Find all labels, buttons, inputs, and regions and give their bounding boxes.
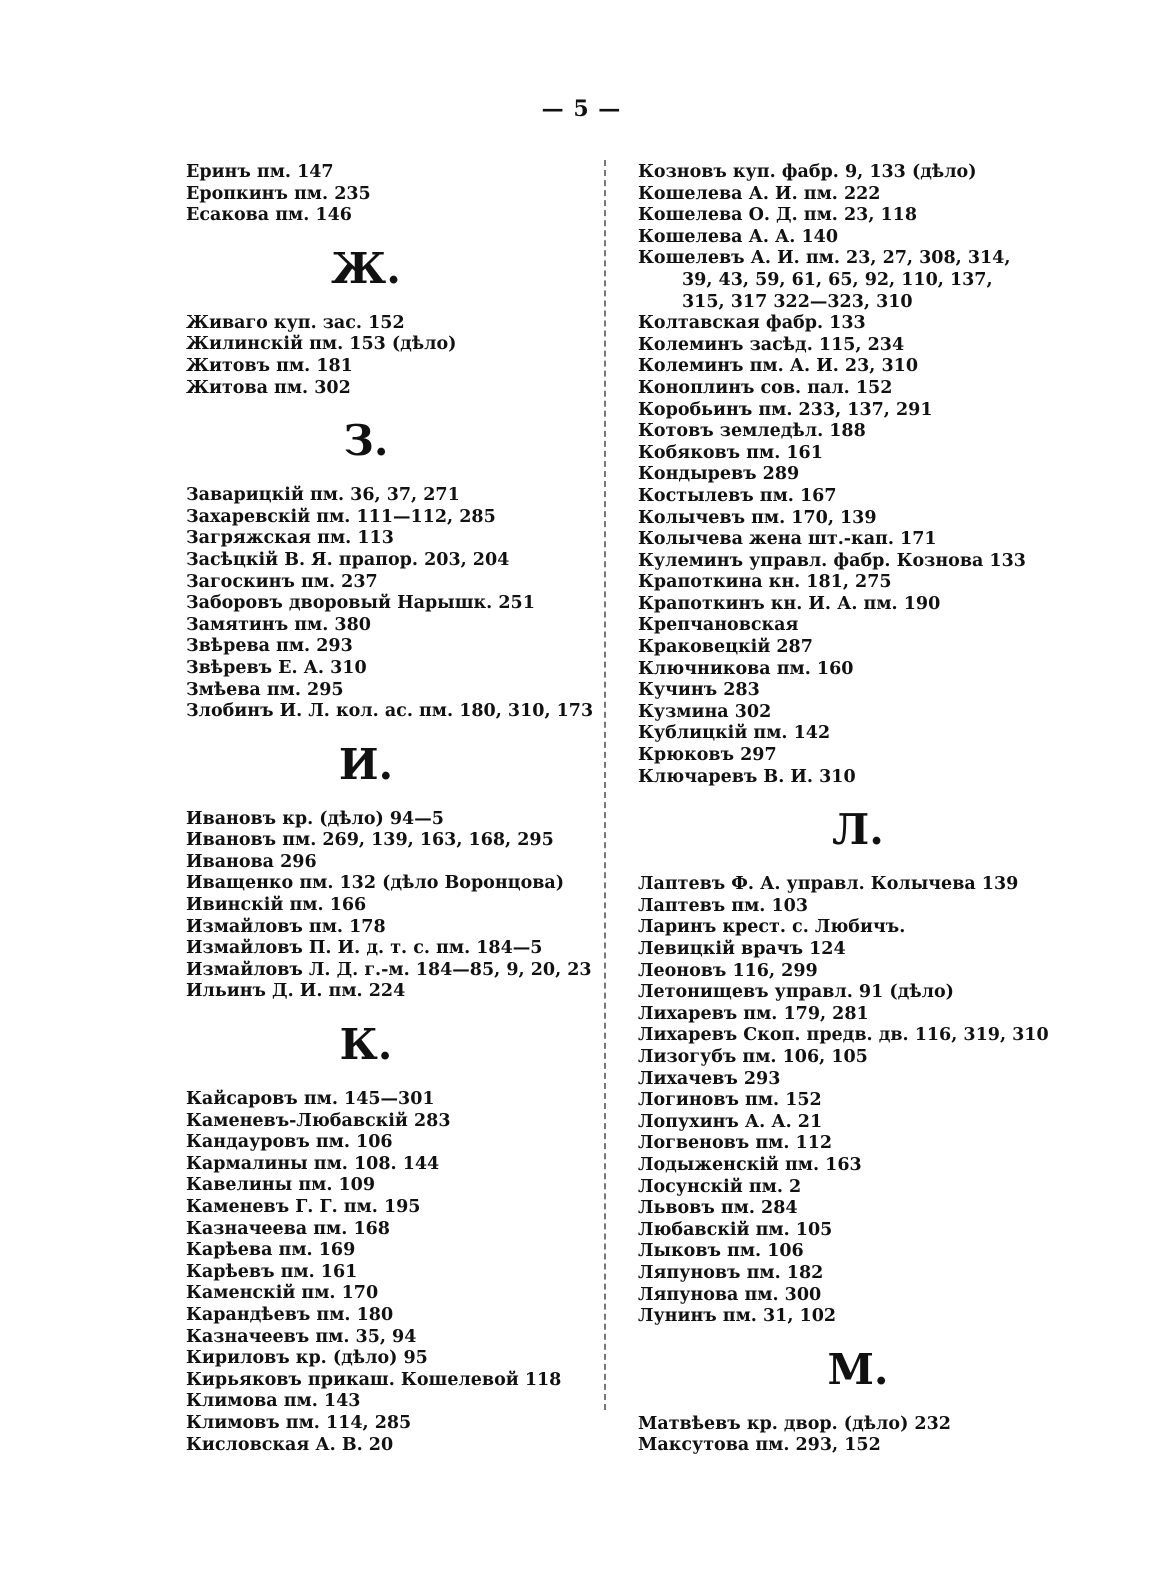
index-entry: Ключаревъ В. И. 310 bbox=[638, 766, 856, 787]
index-entry: Логвеновъ пм. 112 bbox=[638, 1133, 833, 1154]
index-entry: Звѣревъ Е. А. 310 bbox=[186, 657, 367, 678]
index-entry: Костылевъ пм. 167 bbox=[638, 485, 837, 506]
index-entry: Летонищевъ управл. 91 (дѣло) bbox=[638, 982, 954, 1003]
index-entry: Лаптевъ пм. 103 bbox=[638, 895, 809, 916]
index-entry: Еропкинъ пм. 235 bbox=[186, 183, 371, 204]
index-entry: Кирьяковъ прикаш. Кошелевой 118 bbox=[186, 1369, 562, 1390]
index-entry: Загоскинъ пм. 237 bbox=[186, 571, 378, 592]
index-entry: Котовъ земледѣл. 188 bbox=[638, 421, 866, 442]
index-entry: Кошелева О. Д. пм. 23, 118 bbox=[638, 205, 918, 226]
index-entry: Измайловъ П. И. д. т. с. пм. 184—5 bbox=[186, 938, 543, 959]
k-entries-continued bbox=[638, 162, 1058, 270]
index-entry: Карѣевъ пм. 161 bbox=[186, 1261, 358, 1282]
index-entry: Ключникова пм. 160 bbox=[638, 658, 854, 679]
index-entry: Измайловъ Л. Д. г.-м. 184—85, 9, 20, 23 bbox=[186, 959, 592, 980]
index-entry: Колычевъ пм. 170, 139 bbox=[638, 507, 877, 528]
index-entry: Кучинъ 283 bbox=[638, 680, 760, 701]
index-entry: Казначеевъ пм. 35, 94 bbox=[186, 1326, 417, 1347]
index-entry: Кириловъ кр. (дѣло) 95 bbox=[186, 1348, 428, 1369]
index-entry: Захаревскій пм. 111—112, 285 bbox=[186, 506, 496, 527]
index-entry: Каменевъ Г. Г. пм. 195 bbox=[186, 1197, 421, 1217]
index-entry: Кузмина 302 bbox=[638, 701, 772, 722]
index-entry: Лосунскій пм. 2 bbox=[638, 1176, 802, 1197]
index-entry: Кисловская А. В. 20 bbox=[186, 1434, 394, 1455]
index-entry: Карѣева пм. 169 bbox=[186, 1240, 356, 1261]
z-entries bbox=[186, 485, 594, 723]
index-entry: Иванова 296 bbox=[186, 851, 317, 872]
index-entry: Колеминъ засѣд. 115, 234 bbox=[638, 334, 905, 355]
index-entry: Лодыженскій пм. 163 bbox=[638, 1154, 862, 1175]
index-entry: Засѣцкій В. Я. прапор. 203, 204 bbox=[186, 549, 510, 570]
k-entries-continued-b bbox=[638, 313, 1058, 788]
index-entry: Замятинъ пм. 380 bbox=[186, 614, 371, 635]
index-entry: Леоновъ 116, 299 bbox=[638, 960, 818, 981]
index-entry: Кошелевъ А. И. пм. 23, 27, 308, 314, bbox=[638, 248, 1011, 269]
index-entry: Крапоткина кн. 181, 275 bbox=[638, 572, 892, 593]
index-entry: Кармалины пм. 108. 144 bbox=[186, 1153, 440, 1174]
index-entry: Коноплинъ сов. пал. 152 bbox=[638, 377, 893, 398]
index-entry: Кандауровъ пм. 106 bbox=[186, 1132, 393, 1153]
letter-heading-zh: Ж. bbox=[331, 243, 401, 293]
index-entry: Климова пм. 143 bbox=[186, 1391, 361, 1412]
index-entry-continuation: 39, 43, 59, 61, 65, 92, 110, 137, bbox=[682, 269, 993, 290]
index-entry: Кошелева А. И. пм. 222 bbox=[638, 183, 881, 204]
index-entry: Лихаревъ пм. 179, 281 bbox=[638, 1003, 869, 1024]
index-entry: Кондыревъ 289 bbox=[638, 464, 800, 485]
index-entry: Измайловъ пм. 178 bbox=[186, 916, 386, 937]
index-entry: Заборовъ дворовый Нарышк. 251 bbox=[186, 593, 535, 614]
index-entry: Кавелины пм. 109 bbox=[186, 1175, 376, 1196]
index-entry: Еринъ пм. 147 bbox=[186, 162, 334, 182]
page-number: — 5 — bbox=[541, 96, 622, 122]
index-entry: Кошелева А. А. 140 bbox=[638, 226, 839, 247]
letter-heading-m: М. bbox=[827, 1344, 889, 1394]
index-entry: Львовъ пм. 284 bbox=[638, 1198, 798, 1219]
index-entry: Кайсаровъ пм. 145—301 bbox=[186, 1089, 435, 1110]
letter-heading-l: Л. bbox=[832, 805, 884, 855]
index-entry: Ивановъ кр. (дѣло) 94—5 bbox=[186, 808, 444, 829]
index-entry: Ляпуновъ пм. 182 bbox=[638, 1262, 824, 1283]
index-entry: Максутова пм. 293, 152 bbox=[638, 1435, 881, 1456]
index-entry: Логиновъ пм. 152 bbox=[638, 1090, 822, 1111]
index-entry: Колтавская фабр. 133 bbox=[638, 313, 866, 334]
left-column bbox=[186, 162, 594, 1456]
index-entry: Лаптевъ Ф. А. управл. Колычева 139 bbox=[638, 874, 1019, 895]
index-entry: Кобяковъ пм. 161 bbox=[638, 442, 823, 463]
index-entry: Лунинъ пм. 31, 102 bbox=[638, 1306, 837, 1327]
column-divider bbox=[604, 160, 606, 1410]
i-entries bbox=[186, 808, 592, 1003]
index-entry: Живаго куп. зас. 152 bbox=[186, 312, 405, 333]
k-entry-continuation bbox=[638, 270, 1058, 313]
index-entry: Колеминъ пм. А. И. 23, 310 bbox=[638, 356, 918, 377]
index-entry: Лихачевъ 293 bbox=[638, 1068, 781, 1089]
index-entry: Крепчановская bbox=[638, 615, 799, 636]
letter-heading-k: К. bbox=[339, 1020, 393, 1070]
index-entry: Карандѣевъ пм. 180 bbox=[186, 1304, 394, 1325]
index-entry: Кулеминъ управл. фабр. Кознова 133 bbox=[638, 550, 1026, 571]
index-entry: Житовъ пм. 181 bbox=[186, 355, 353, 376]
m-entries bbox=[638, 1414, 1058, 1457]
index-entry: Колычева жена шт.-кап. 171 bbox=[638, 529, 937, 550]
index-entry: Ивановъ пм. 269, 139, 163, 168, 295 bbox=[186, 830, 554, 851]
index-entry: Лопухинъ А. А. 21 bbox=[638, 1111, 823, 1132]
index-entry: Краковецкій 287 bbox=[638, 637, 813, 658]
index-entry: Матвѣевъ кр. двор. (дѣло) 232 bbox=[638, 1413, 951, 1434]
index-entry-continuation: 315, 317 322—323, 310 bbox=[682, 291, 913, 312]
l-entries bbox=[638, 874, 1058, 1327]
index-entry: Лыковъ пм. 106 bbox=[638, 1241, 804, 1262]
zh-entries bbox=[186, 313, 586, 399]
index-entry: Звѣрева пм. 293 bbox=[186, 636, 353, 657]
letter-heading-z: З. bbox=[343, 416, 389, 466]
index-entry: Ляпунова пм. 300 bbox=[638, 1284, 822, 1305]
index-entry: Климовъ пм. 114, 285 bbox=[186, 1412, 412, 1433]
index-entry: Коробьинъ пм. 233, 137, 291 bbox=[638, 399, 933, 420]
index-entry: Лихаревъ Скоп. предв. дв. 116, 319, 310 bbox=[638, 1025, 1049, 1046]
index-entry: Кублицкій пм. 142 bbox=[638, 723, 831, 744]
index-entry: Жилинскій пм. 153 (дѣло) bbox=[186, 334, 457, 355]
index-entry: Крапоткинъ кн. И. А. пм. 190 bbox=[638, 593, 941, 614]
right-column bbox=[638, 162, 1058, 1457]
index-entry: Злобинъ И. Л. кол. ас. пм. 180, 310, 173 bbox=[186, 701, 594, 722]
index-entry: Загряжская пм. 113 bbox=[186, 528, 394, 549]
e-entries bbox=[186, 162, 586, 227]
index-entry: Змѣева пм. 295 bbox=[186, 679, 344, 700]
index-entry: Ильинъ Д. И. пм. 224 bbox=[186, 981, 406, 1002]
index-entry: Любавскій пм. 105 bbox=[638, 1219, 833, 1240]
index-entry: Лизогубъ пм. 106, 105 bbox=[638, 1046, 868, 1067]
index-entry: Крюковъ 297 bbox=[638, 745, 777, 766]
index-entry: Каменевъ-Любавскій 283 bbox=[186, 1110, 451, 1131]
index-entry: Житова пм. 302 bbox=[186, 377, 351, 398]
index-entry: Иващенко пм. 132 (дѣло Воронцова) bbox=[186, 873, 565, 894]
k-entries bbox=[186, 1089, 586, 1456]
index-entry: Козновъ куп. фабр. 9, 133 (дѣло) bbox=[638, 162, 977, 182]
index-entry: Левицкій врачъ 124 bbox=[638, 939, 846, 959]
index-entry: Ивинскій пм. 166 bbox=[186, 895, 367, 916]
index-entry: Есакова пм. 146 bbox=[186, 205, 352, 226]
letter-heading-i: И. bbox=[338, 739, 394, 789]
index-entry: Заварицкій пм. 36, 37, 271 bbox=[186, 485, 460, 506]
index-entry: Казначеева пм. 168 bbox=[186, 1218, 390, 1239]
index-entry: Каменскій пм. 170 bbox=[186, 1283, 379, 1304]
index-entry: Ларинъ крест. с. Любичъ. bbox=[638, 917, 906, 938]
